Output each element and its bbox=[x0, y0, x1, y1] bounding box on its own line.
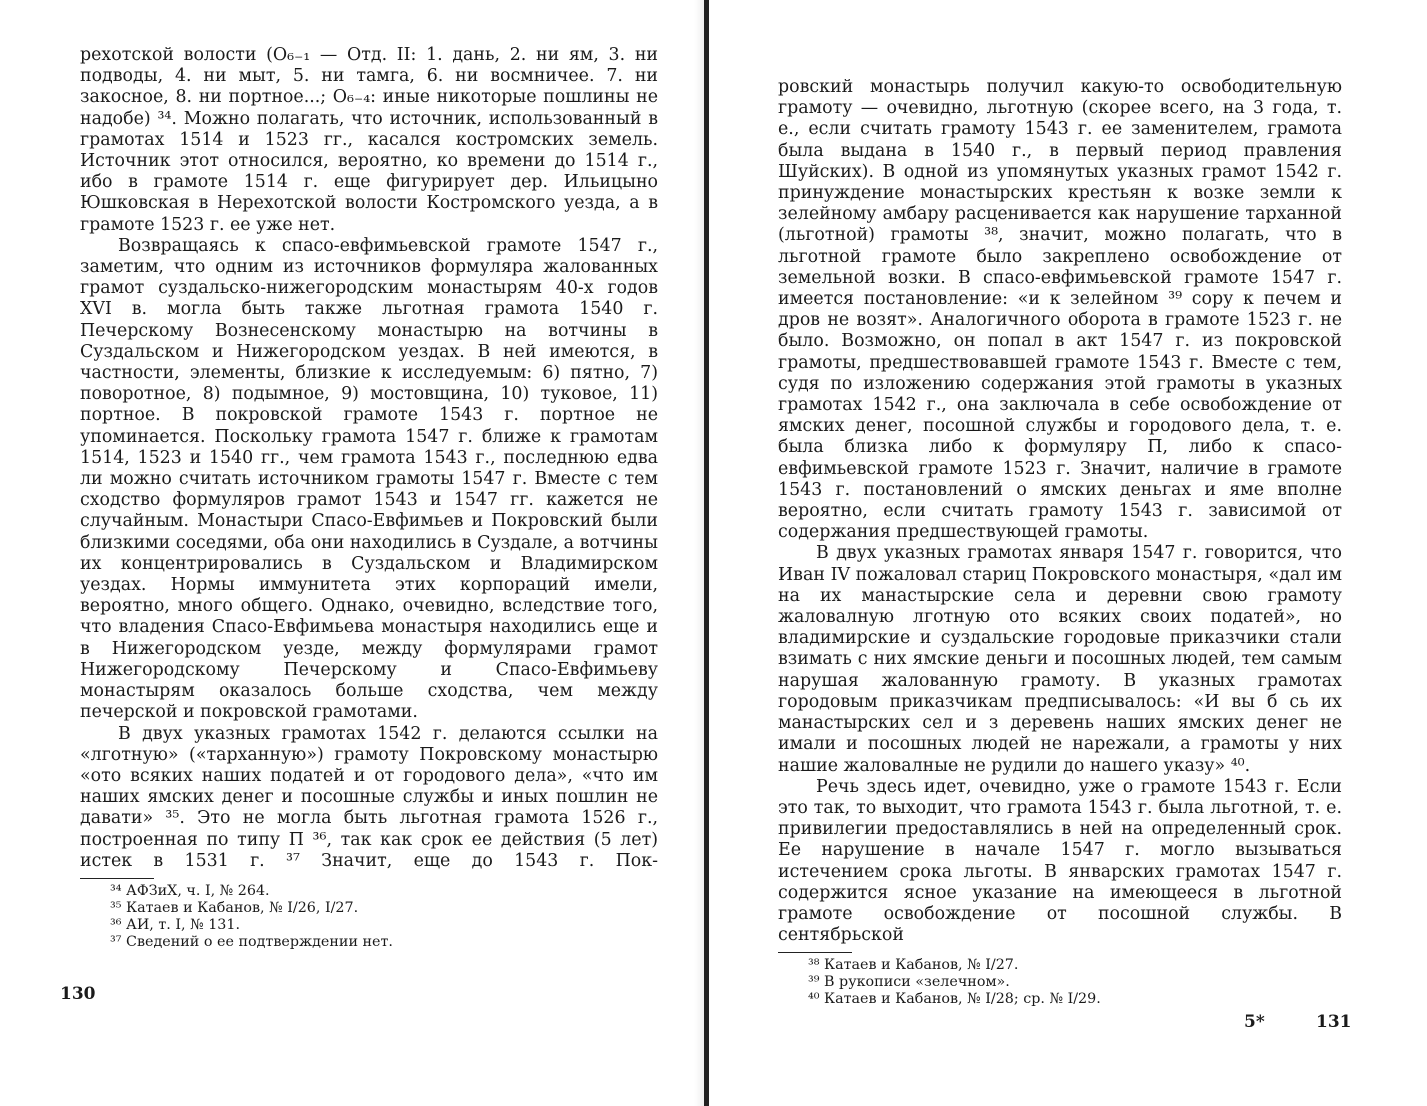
paragraph: ровский монастырь получил какую-то освободительную грамоту — очевидно, льготную (скорее всего, на 3 года, т. е., если считать грамоту 1543 г. ее заменителем, грамота была выдана в 1540 г., в первый период правления Шуйских). В одной из упомянутых указных грамот 1542 г. принуждение монастырских крестьян к возке земли к зелейному амбару расценивается как нарушение тарханной (льготной) грамоты ³⁸, значит, можно полагать, что в льготной грамоте было закреплено освобождение от земельной возки. В спасо-евфимьевской грамоте 1547 г. имеется постановление: «и к зелейном ³⁹ сору к печем и дров не возят». Аналогичного оборота в грамоте 1523 г. не было. Возможно, он попал в акт 1547 г. из покровской грамоты, предшествовавшей грамоте 1543 г. Вместе с тем, судя по изложению содержания этой грамоты в указных грамотах 1542 г., она заключала в себе освобождение от ямских денег, посошной службы и городового дела, т. е. была близка либо к формуляру П, либо к спасо-евфимьевской грамоте 1523 г. Значит, наличие в грамоте 1543 г. постановлений о ямских деньгах и яме вполне вероятно, если считать грамоту 1543 г. зависимой от содержания предшествующей грамоты. bbox=[778, 77, 1342, 543]
paragraph: Речь здесь идет, очевидно, уже о грамоте 1543 г. Если это так, то выходит, что грамота 1543 г. была льготной, т. е. привилегии предоставлялись в ней на определенный срок. Ее нарушение в начале 1547 г. могло вызываться истечением срока льготы. В январских грамотах 1547 г. содержится ясное указание на имеющееся в льготной грамоте освобождение от посошной службы. В сентябрьской bbox=[778, 776, 1342, 946]
footnote: ³⁵ Катаев и Кабанов, № I/26, I/27. bbox=[110, 899, 359, 916]
footnote-rule bbox=[778, 952, 852, 953]
signature-mark: 5* bbox=[1244, 1012, 1265, 1032]
footnote-rule bbox=[80, 878, 154, 879]
footnote: ³⁴ АФЗиХ, ч. I, № 264. bbox=[110, 882, 270, 899]
footnote: ³⁸ Катаев и Кабанов, № I/27. bbox=[808, 957, 1019, 974]
footnote: ³⁶ АИ, т. I, № 131. bbox=[110, 916, 241, 933]
footnotes bbox=[778, 957, 1342, 1008]
paragraph: В двух указных грамотах января 1547 г. говорится, что Иван IV пожаловал стариц Покровского монастыря, «дал им на их манастырские села и деревни свою грамоту жаловалную лготную ото всяких своих податей», но владимирские и суздальские городовые приказчики стали взимать с них ямские деньги и посошных людей, тем самым нарушая жалованную грамоту. В указных грамотах городовым приказчикам предписывалось: «И вы б сь их манастырских сел и з деревень наших ямских денег не имали и посошных людей не нарежали, а грамоты у них нашие жаловалные не рудили до нашего указу» ⁴⁰. bbox=[778, 543, 1342, 776]
page-number: 130 bbox=[60, 984, 96, 1004]
spine-shadow bbox=[694, 0, 704, 1106]
right-page-text bbox=[778, 77, 1342, 1008]
left-page-text bbox=[80, 45, 658, 951]
footnotes bbox=[80, 883, 658, 951]
footnote: ⁴⁰ Катаев и Кабанов, № I/28; ср. № I/29. bbox=[808, 991, 1101, 1008]
page-number: 131 bbox=[1316, 1012, 1352, 1032]
book-spine bbox=[704, 0, 709, 1106]
paragraph: Возвращаясь к спасо-евфимьевской грамоте 1547 г., заметим, что одним из источников формуляра жалованных грамот суздальско-нижегородским монастырям 40-х годов XVI в. могла быть также льготная грамота 1540 г. Печерскому Вознесенскому монастырю на вотчины в Суздальском и Нижегородском уездах. В ней имеются, в частности, элементы, близкие к исследуемым: 6) пятно, 7) поворотное, 8) подымное, 9) мостовщина, 10) туковое, 11) портное. В покровской грамоте 1543 г. портное не упоминается. Поскольку грамота 1547 г. ближе к грамотам 1514, 1523 и 1540 гг., чем грамота 1543 г., последнюю едва ли можно считать источником грамоты 1547 г. Вместе с тем сходство формуляров грамот 1543 и 1547 гг. кажется не случайным. Монастыри Спасо-Евфимьев и Покровский были близкими соседями, оба они находились в Суздале, а вотчины их концентрировались в Суздальском и Владимирском уездах. Нормы иммунитета этих корпораций имели, вероятно, много общего. Однако, очевидно, вследствие того, что владения Спасо-Евфимьева монастыря находились еще и в Нижегородском уезде, между формулярами грамот Нижегородскому Печерскому и Спасо-Евфимьеву монастырям оказалось больше сходства, чем между печерской и покровской грамотами. bbox=[80, 235, 658, 723]
paragraph: рехотской волости (О₆₋₁ — Отд. II: 1. дань, 2. ни ям, 3. ни подводы, 4. ни мыт, 5. ни тамга, 6. ни восмничее. 7. ни закосное, 8. ни портное...; О₆₋₄: иные никоторые пошлины не надобе) ³⁴. Можно полагать, что источник, использованный в грамотах 1514 и 1523 гг., касался костромских земель. Источник этот относился, вероятно, ко времени до 1514 г., ибо в грамоте 1514 г. еще фигурирует дер. Ильицыно Юшковская в Нерехотской волости Костромского уезда, а в грамоте 1523 г. ее уже нет. bbox=[80, 45, 658, 235]
paragraph: В двух указных грамотах 1542 г. делаются ссылки на «лготную» («тарханную») грамоту Покровскому монастырю «ото всяких наших податей и от городового дела», «что им наших ямских денег и посошные службы и иных пошлин не давати» ³⁵. Это не могла быть льготная грамота 1526 г., построенная по типу П ³⁶, так как срок ее действия (5 лет) истек в 1531 г. ³⁷ Значит, еще до 1543 г. Пок- bbox=[80, 723, 658, 871]
footnote: ³⁹ В рукописи «зелечном». bbox=[808, 974, 1010, 991]
footnote: ³⁷ Сведений о ее подтверждении нет. bbox=[110, 933, 393, 950]
